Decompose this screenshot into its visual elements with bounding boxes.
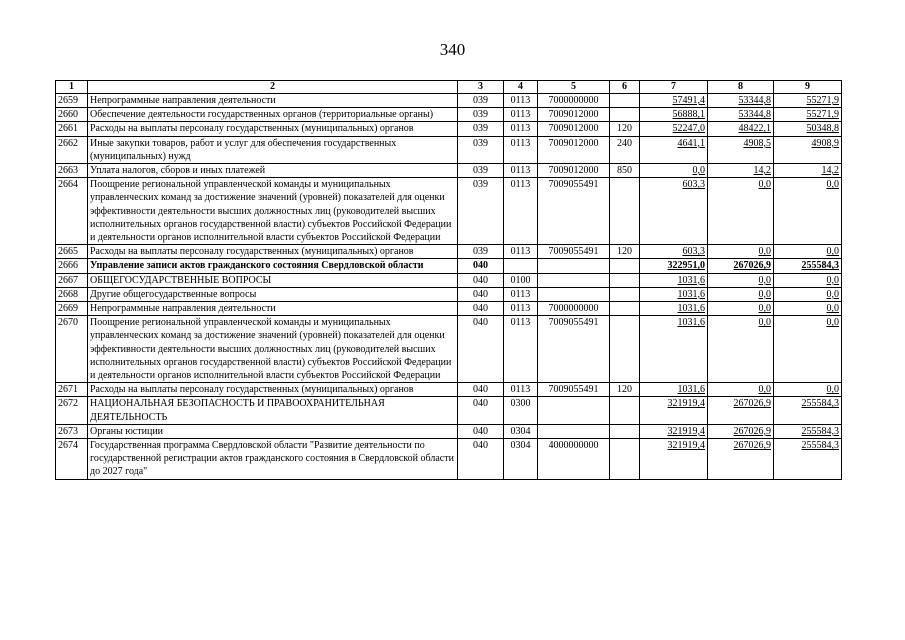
- row-section-code: 0113: [504, 302, 538, 316]
- row-section-code: 0113: [504, 164, 538, 178]
- row-admin-code: 040: [458, 424, 504, 438]
- row-target-code: 7000000000: [538, 94, 610, 108]
- table-row: [56, 94, 842, 108]
- row-value-col9: 0,0: [774, 245, 842, 259]
- row-value-col8: 48422,1: [708, 122, 774, 136]
- header-col-8: 8: [708, 81, 774, 94]
- row-section-code: 0113: [504, 94, 538, 108]
- row-number: 2663: [56, 164, 88, 178]
- row-number: 2660: [56, 108, 88, 122]
- row-value-col9: 55271,9: [774, 108, 842, 122]
- row-value-col8: 267026,9: [708, 439, 774, 480]
- row-value-col9: 255584,3: [774, 439, 842, 480]
- header-col-6: 6: [610, 81, 640, 94]
- row-value-col9: 4908,9: [774, 136, 842, 163]
- table-row: [56, 259, 842, 273]
- row-admin-code: 040: [458, 302, 504, 316]
- row-expense-type: 240: [610, 136, 640, 163]
- header-col-5: 5: [538, 81, 610, 94]
- row-name: Поощрение региональной управленческой команды и муниципальных управленческих команд за достижение значений (уровней) показателей для оценки эффективности деятельности высших должностных лиц (руководителей высших исполнительных органов государственной власти) субъектов Российской Федерации и деятельности органов исполнительной власти субъектов Российской Федерации: [88, 316, 458, 383]
- header-col-7: 7: [640, 81, 708, 94]
- row-value-col9: 55271,9: [774, 94, 842, 108]
- row-value-col8: 53344,8: [708, 94, 774, 108]
- table-row: [56, 178, 842, 245]
- row-admin-code: 040: [458, 383, 504, 397]
- row-value-col9: 0,0: [774, 302, 842, 316]
- row-number: 2667: [56, 273, 88, 287]
- table-row: [56, 245, 842, 259]
- row-admin-code: 040: [458, 316, 504, 383]
- row-admin-code: 040: [458, 287, 504, 301]
- row-admin-code: 039: [458, 178, 504, 245]
- row-number: 2664: [56, 178, 88, 245]
- row-value-col7: 321919,4: [640, 397, 708, 424]
- row-value-col8: 53344,8: [708, 108, 774, 122]
- row-section-code: 0113: [504, 383, 538, 397]
- row-section-code: 0113: [504, 122, 538, 136]
- row-value-col7: 4641,1: [640, 136, 708, 163]
- row-number: 2673: [56, 424, 88, 438]
- row-expense-type: [610, 424, 640, 438]
- row-value-col7: 1031,6: [640, 287, 708, 301]
- table-row: [56, 136, 842, 163]
- row-target-code: 7009012000: [538, 108, 610, 122]
- header-col-4: 4: [504, 81, 538, 94]
- row-value-col9: 0,0: [774, 383, 842, 397]
- row-target-code: [538, 397, 610, 424]
- table-body: [56, 94, 842, 480]
- row-name: Расходы на выплаты персоналу государственных (муниципальных) органов: [88, 245, 458, 259]
- row-name: Государственная программа Свердловской области "Развитие деятельности по государственной регистрации актов гражданского состояния в Свердловской области до 2027 года": [88, 439, 458, 480]
- row-value-col8: 0,0: [708, 273, 774, 287]
- row-target-code: [538, 273, 610, 287]
- row-value-col8: 0,0: [708, 245, 774, 259]
- row-admin-code: 039: [458, 94, 504, 108]
- row-number: 2674: [56, 439, 88, 480]
- table-row: [56, 383, 842, 397]
- row-name: Обеспечение деятельности государственных органов (территориальные органы): [88, 108, 458, 122]
- row-name: ОБЩЕГОСУДАРСТВЕННЫЕ ВОПРОСЫ: [88, 273, 458, 287]
- row-admin-code: 039: [458, 245, 504, 259]
- row-value-col7: 56888,1: [640, 108, 708, 122]
- row-expense-type: 120: [610, 245, 640, 259]
- row-target-code: [538, 259, 610, 273]
- row-target-code: 7009055491: [538, 316, 610, 383]
- row-value-col7: 321919,4: [640, 424, 708, 438]
- row-value-col7: 0,0: [640, 164, 708, 178]
- table-row: [56, 316, 842, 383]
- row-number: 2659: [56, 94, 88, 108]
- row-target-code: 7009055491: [538, 383, 610, 397]
- row-section-code: 0304: [504, 439, 538, 480]
- row-value-col8: 267026,9: [708, 397, 774, 424]
- row-name: Иные закупки товаров, работ и услуг для обеспечения государственных (муниципальных) нужд: [88, 136, 458, 163]
- row-name: Непрограммные направления деятельности: [88, 94, 458, 108]
- table-row: [56, 164, 842, 178]
- row-number: 2669: [56, 302, 88, 316]
- row-value-col7: 603,3: [640, 178, 708, 245]
- row-admin-code: 040: [458, 439, 504, 480]
- row-value-col9: 0,0: [774, 287, 842, 301]
- row-value-col7: 1031,6: [640, 316, 708, 383]
- row-expense-type: [610, 178, 640, 245]
- row-section-code: 0113: [504, 178, 538, 245]
- row-target-code: 7009012000: [538, 164, 610, 178]
- row-name: Другие общегосударственные вопросы: [88, 287, 458, 301]
- row-expense-type: [610, 259, 640, 273]
- row-expense-type: [610, 273, 640, 287]
- row-name: Расходы на выплаты персоналу государственных (муниципальных) органов: [88, 383, 458, 397]
- row-name: НАЦИОНАЛЬНАЯ БЕЗОПАСНОСТЬ И ПРАВООХРАНИТЕЛЬНАЯ ДЕЯТЕЛЬНОСТЬ: [88, 397, 458, 424]
- row-admin-code: 039: [458, 108, 504, 122]
- row-value-col8: 14,2: [708, 164, 774, 178]
- row-admin-code: 040: [458, 259, 504, 273]
- table-row: [56, 424, 842, 438]
- row-value-col9: 0,0: [774, 316, 842, 383]
- row-value-col8: 0,0: [708, 302, 774, 316]
- row-name: Непрограммные направления деятельности: [88, 302, 458, 316]
- table-row: [56, 108, 842, 122]
- row-expense-type: [610, 397, 640, 424]
- row-admin-code: 039: [458, 136, 504, 163]
- table-row: [56, 302, 842, 316]
- row-section-code: 0100: [504, 273, 538, 287]
- row-target-code: [538, 287, 610, 301]
- row-admin-code: 040: [458, 397, 504, 424]
- row-value-col7: 603,3: [640, 245, 708, 259]
- row-value-col7: 1031,6: [640, 383, 708, 397]
- page-number: 340: [439, 40, 466, 59]
- row-target-code: 7009055491: [538, 178, 610, 245]
- row-value-col9: 255584,3: [774, 259, 842, 273]
- row-section-code: 0113: [504, 136, 538, 163]
- row-value-col7: 1031,6: [640, 302, 708, 316]
- row-expense-type: [610, 287, 640, 301]
- row-value-col9: 255584,3: [774, 397, 842, 424]
- row-section-code: 0113: [504, 245, 538, 259]
- header-col-1: 1: [56, 81, 88, 94]
- row-target-code: 7009012000: [538, 122, 610, 136]
- row-value-col9: 255584,3: [774, 424, 842, 438]
- header-col-9: 9: [774, 81, 842, 94]
- row-expense-type: [610, 439, 640, 480]
- row-number: 2671: [56, 383, 88, 397]
- row-number: 2668: [56, 287, 88, 301]
- row-value-col8: 0,0: [708, 316, 774, 383]
- row-expense-type: [610, 316, 640, 383]
- row-expense-type: 120: [610, 122, 640, 136]
- row-number: 2666: [56, 259, 88, 273]
- row-value-col7: 321919,4: [640, 439, 708, 480]
- row-value-col7: 322951,0: [640, 259, 708, 273]
- row-admin-code: 040: [458, 273, 504, 287]
- row-value-col9: 0,0: [774, 273, 842, 287]
- row-number: 2670: [56, 316, 88, 383]
- row-number: 2672: [56, 397, 88, 424]
- row-value-col8: 0,0: [708, 287, 774, 301]
- row-value-col8: 4908,5: [708, 136, 774, 163]
- row-name: Органы юстиции: [88, 424, 458, 438]
- table-row: [56, 273, 842, 287]
- table-row: [56, 439, 842, 480]
- row-value-col8: 0,0: [708, 178, 774, 245]
- table-header-row: [56, 81, 842, 94]
- table-row: [56, 287, 842, 301]
- row-value-col8: 267026,9: [708, 259, 774, 273]
- row-number: 2661: [56, 122, 88, 136]
- row-expense-type: [610, 108, 640, 122]
- row-section-code: 0304: [504, 424, 538, 438]
- row-expense-type: [610, 302, 640, 316]
- row-value-col8: 267026,9: [708, 424, 774, 438]
- row-section-code: 0300: [504, 397, 538, 424]
- row-section-code: [504, 259, 538, 273]
- row-expense-type: [610, 94, 640, 108]
- budget-table: [55, 80, 842, 480]
- row-value-col9: 50348,8: [774, 122, 842, 136]
- row-value-col7: 1031,6: [640, 273, 708, 287]
- row-expense-type: 850: [610, 164, 640, 178]
- row-name: Уплата налогов, сборов и иных платежей: [88, 164, 458, 178]
- row-section-code: 0113: [504, 108, 538, 122]
- header-col-2: 2: [88, 81, 458, 94]
- row-number: 2665: [56, 245, 88, 259]
- row-name: Поощрение региональной управленческой команды и муниципальных управленческих команд за достижение значений (уровней) показателей для оценки эффективности деятельности высших должностных лиц (руководителей высших исполнительных органов государственной власти) субъектов Российской Федерации и деятельности органов исполнительной власти субъектов Российской Федерации: [88, 178, 458, 245]
- row-target-code: 7009055491: [538, 245, 610, 259]
- row-section-code: 0113: [504, 287, 538, 301]
- table-row: [56, 397, 842, 424]
- table-row: [56, 122, 842, 136]
- row-value-col8: 0,0: [708, 383, 774, 397]
- row-target-code: 7000000000: [538, 302, 610, 316]
- row-target-code: [538, 424, 610, 438]
- row-value-col9: 0,0: [774, 178, 842, 245]
- row-name: Расходы на выплаты персоналу государственных (муниципальных) органов: [88, 122, 458, 136]
- row-number: 2662: [56, 136, 88, 163]
- row-name: Управление записи актов гражданского состояния Свердловской области: [88, 259, 458, 273]
- row-admin-code: 039: [458, 122, 504, 136]
- row-section-code: 0113: [504, 316, 538, 383]
- row-value-col9: 14,2: [774, 164, 842, 178]
- row-target-code: 7009012000: [538, 136, 610, 163]
- row-value-col7: 57491,4: [640, 94, 708, 108]
- row-admin-code: 039: [458, 164, 504, 178]
- row-target-code: 4000000000: [538, 439, 610, 480]
- row-expense-type: 120: [610, 383, 640, 397]
- row-value-col7: 52247,0: [640, 122, 708, 136]
- header-col-3: 3: [458, 81, 504, 94]
